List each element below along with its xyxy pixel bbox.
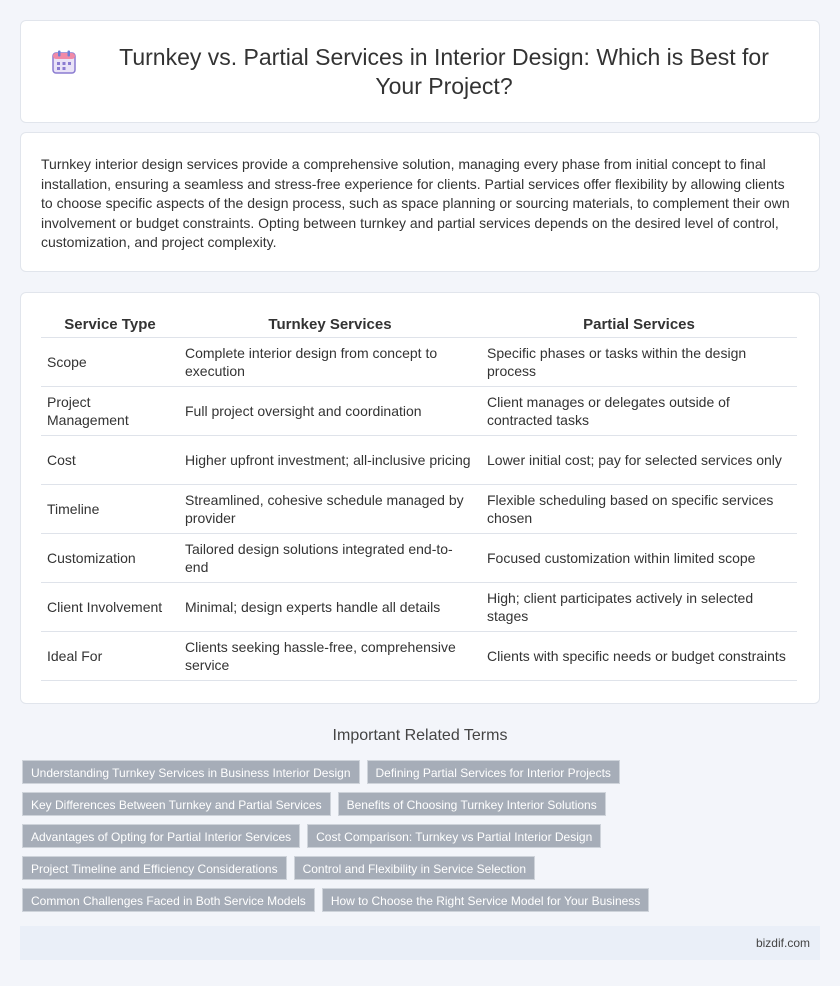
table-row xyxy=(41,386,797,435)
table-row xyxy=(41,582,797,631)
table-row xyxy=(41,631,797,680)
row-label: Scope xyxy=(41,337,179,386)
table-row xyxy=(41,435,797,484)
related-term-link[interactable]: Cost Comparison: Turnkey vs Partial Interior Design xyxy=(307,824,601,848)
turnkey-cell: Streamlined, cohesive schedule managed by provider xyxy=(179,484,481,533)
partial-cell: Flexible scheduling based on specific services chosen xyxy=(481,484,797,533)
partial-cell: Specific phases or tasks within the design process xyxy=(481,337,797,386)
turnkey-cell: Minimal; design experts handle all details xyxy=(179,582,481,631)
partial-cell: Clients with specific needs or budget constraints xyxy=(481,631,797,680)
turnkey-cell: Tailored design solutions integrated end-to-end xyxy=(179,533,481,582)
intro-paragraph: Turnkey interior design services provide a comprehensive solution, managing every phase from initial concept to final installation, ensuring a seamless and stress-free experience for clients. Partial services offer flexibility by allowing clients to choose specific aspects of the design process, such as space planning or sourcing materials, to complement their own involvement or budget constraints. Opting between turnkey and partial services depends on the desired level of control, customization, and project complexity. xyxy=(41,156,790,250)
turnkey-cell: Complete interior design from concept to execution xyxy=(179,337,481,386)
related-term-link[interactable]: Control and Flexibility in Service Selection xyxy=(294,856,535,880)
row-label: Timeline xyxy=(41,484,179,533)
footer-site-name[interactable]: bizdif.com xyxy=(755,936,810,950)
partial-cell: High; client participates actively in selected stages xyxy=(481,582,797,631)
footer xyxy=(20,926,820,960)
turnkey-cell: Full project oversight and coordination xyxy=(179,386,481,435)
table-row xyxy=(41,533,797,582)
related-term-link[interactable]: Common Challenges Faced in Both Service Models xyxy=(22,888,315,912)
table-row xyxy=(41,337,797,386)
partial-cell: Lower initial cost; pay for selected services only xyxy=(481,435,797,484)
header-card xyxy=(20,20,820,123)
intro-card xyxy=(20,132,820,272)
related-terms-title: Important Related Terms xyxy=(332,727,508,744)
turnkey-cell: Clients seeking hassle-free, comprehensive service xyxy=(179,631,481,680)
header-partial: Partial Services xyxy=(481,315,797,337)
related-term-link[interactable]: Benefits of Choosing Turnkey Interior Solutions xyxy=(338,792,606,816)
table-row xyxy=(41,484,797,533)
header-turnkey: Turnkey Services xyxy=(179,315,481,337)
calendar-icon xyxy=(51,49,77,75)
related-term-link[interactable]: Understanding Turnkey Services in Business Interior Design xyxy=(22,760,360,784)
related-term-link[interactable]: Project Timeline and Efficiency Considerations xyxy=(22,856,287,880)
comparison-table-card xyxy=(20,292,820,704)
row-label: Cost xyxy=(41,435,179,484)
comparison-table xyxy=(41,315,797,681)
table-header-row xyxy=(41,315,797,337)
row-label: Ideal For xyxy=(41,631,179,680)
row-label: Project Management xyxy=(41,386,179,435)
related-term-link[interactable]: Defining Partial Services for Interior Projects xyxy=(367,760,620,784)
related-terms-tags xyxy=(22,760,818,912)
row-label: Client Involvement xyxy=(41,582,179,631)
related-term-link[interactable]: Key Differences Between Turnkey and Partial Services xyxy=(22,792,331,816)
page-title: Turnkey vs. Partial Services in Interior Design: Which is Best for Your Project? xyxy=(119,43,769,99)
partial-cell: Focused customization within limited scope xyxy=(481,533,797,582)
related-term-link[interactable]: Advantages of Opting for Partial Interior Services xyxy=(22,824,300,848)
turnkey-cell: Higher upfront investment; all-inclusive pricing xyxy=(179,435,481,484)
row-label: Customization xyxy=(41,533,179,582)
header-service-type: Service Type xyxy=(41,315,179,337)
related-term-link[interactable]: How to Choose the Right Service Model for Your Business xyxy=(322,888,650,912)
partial-cell: Client manages or delegates outside of contracted tasks xyxy=(481,386,797,435)
related-terms-section xyxy=(0,726,840,912)
header-inner xyxy=(51,43,789,101)
